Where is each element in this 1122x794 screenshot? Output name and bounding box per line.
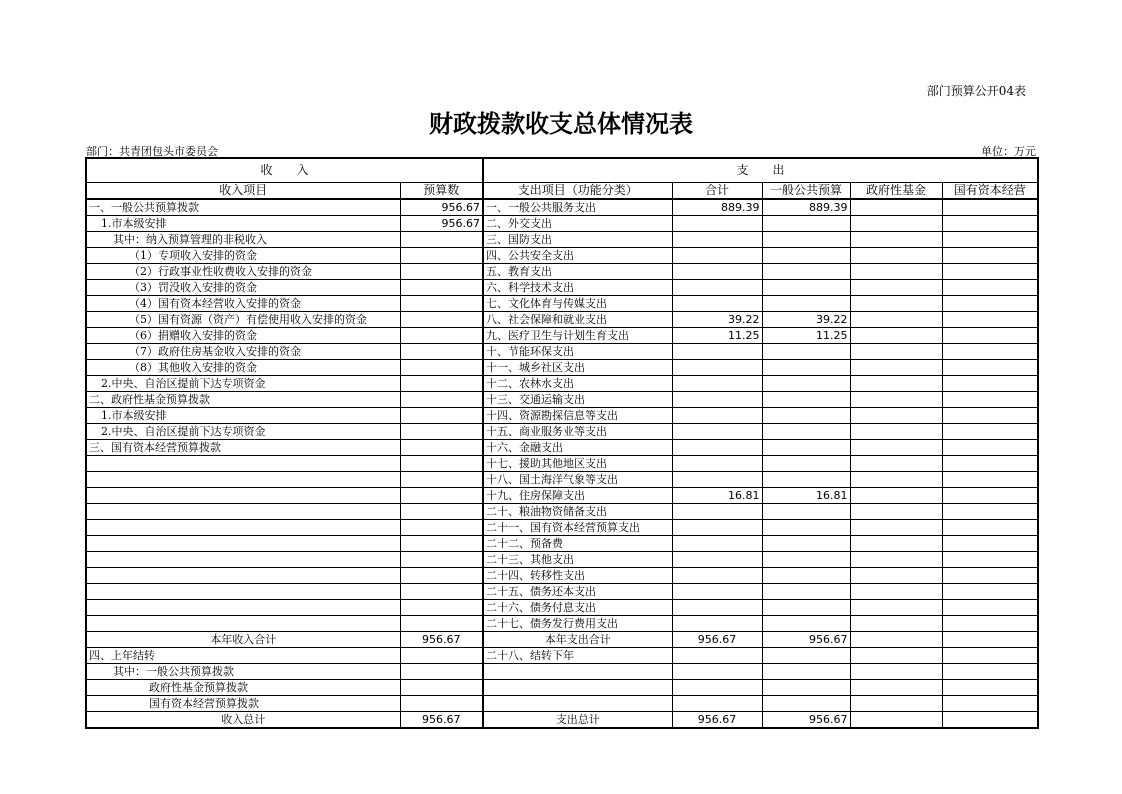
state-capital-cell	[942, 536, 1038, 552]
income-item-cell: （3）罚没收入安排的资金	[86, 280, 400, 296]
expense-item-cell: 十六、金融支出	[483, 440, 672, 456]
expense-item-cell: 五、教育支出	[483, 264, 672, 280]
state-capital-cell	[942, 344, 1038, 360]
table-row	[86, 536, 1038, 552]
grand-expense-total-value: 956.67	[672, 712, 762, 729]
gov-fund-cell	[850, 296, 942, 312]
table-row	[86, 408, 1038, 424]
general-budget-cell	[762, 520, 850, 536]
total-cell	[672, 520, 762, 536]
total-cell	[672, 664, 762, 680]
table-row	[86, 424, 1038, 440]
budget-amount-cell	[400, 344, 483, 360]
gov-fund-cell	[850, 456, 942, 472]
total-cell	[672, 344, 762, 360]
general-budget-cell	[762, 264, 850, 280]
general-budget-cell	[762, 680, 850, 696]
expense-item-cell: 二十四、转移性支出	[483, 568, 672, 584]
total-cell	[672, 696, 762, 712]
col-gov-fund: 政府性基金	[850, 182, 942, 199]
expense-item-cell: 二十五、债务还本支出	[483, 584, 672, 600]
table-row	[86, 296, 1038, 312]
budget-amount-cell	[400, 360, 483, 376]
budget-amount-cell	[400, 440, 483, 456]
state-capital-cell	[942, 600, 1038, 616]
income-item-cell	[86, 584, 400, 600]
total-cell	[672, 568, 762, 584]
state-capital-cell	[942, 360, 1038, 376]
expense-item-cell: 十二、农林水支出	[483, 376, 672, 392]
gov-fund-cell	[850, 696, 942, 712]
expense-item-cell: 十九、住房保障支出	[483, 488, 672, 504]
table-row	[86, 280, 1038, 296]
total-cell	[672, 216, 762, 232]
grand-total-row	[86, 712, 1038, 729]
unit-label: 单位：万元	[981, 145, 1036, 158]
total-cell	[672, 584, 762, 600]
table-row	[86, 232, 1038, 248]
table-row	[86, 552, 1038, 568]
column-header-row	[86, 182, 1038, 199]
col-budget-amount: 预算数	[400, 182, 483, 199]
income-item-cell: （2）行政事业性收费收入安排的资金	[86, 264, 400, 280]
gov-fund-cell	[850, 392, 942, 408]
table-row	[86, 376, 1038, 392]
budget-amount-cell	[400, 264, 483, 280]
budget-amount-cell	[400, 456, 483, 472]
total-cell	[672, 456, 762, 472]
state-capital-cell	[942, 504, 1038, 520]
income-item-cell: （7）政府住房基金收入安排的资金	[86, 344, 400, 360]
expense-item-cell: 四、公共安全支出	[483, 248, 672, 264]
year-income-total-value: 956.67	[400, 632, 483, 648]
budget-amount-cell	[400, 696, 483, 712]
budget-amount-cell	[400, 648, 483, 664]
general-budget-cell	[762, 232, 850, 248]
table-row	[86, 568, 1038, 584]
expense-item-cell: 十一、城乡社区支出	[483, 360, 672, 376]
general-budget-cell	[762, 344, 850, 360]
expense-item-cell: 六、科学技术支出	[483, 280, 672, 296]
state-capital-cell	[942, 376, 1038, 392]
expense-item-cell: 十五、商业服务业等支出	[483, 424, 672, 440]
state-capital-cell	[942, 232, 1038, 248]
budget-amount-cell	[400, 664, 483, 680]
expense-group-header: 支 出	[483, 158, 1038, 182]
income-item-cell: 四、上年结转	[86, 648, 400, 664]
gov-fund-cell	[850, 344, 942, 360]
year-expense-total-label: 本年支出合计	[483, 632, 672, 648]
expense-item-cell: 十七、援助其他地区支出	[483, 456, 672, 472]
budget-amount-cell	[400, 488, 483, 504]
income-item-cell: 1.市本级安排	[86, 408, 400, 424]
gov-fund-cell	[850, 376, 942, 392]
total-cell	[672, 296, 762, 312]
table-row	[86, 680, 1038, 696]
table-row	[86, 472, 1038, 488]
income-item-cell: 2.中央、自治区提前下达专项资金	[86, 424, 400, 440]
expense-item-cell: 十八、国土海洋气象等支出	[483, 472, 672, 488]
total-cell	[672, 424, 762, 440]
grand-income-total-value: 956.67	[400, 712, 483, 729]
budget-amount-cell	[400, 232, 483, 248]
gov-fund-cell	[850, 248, 942, 264]
state-capital-cell	[942, 424, 1038, 440]
year-expense-capital-value	[942, 632, 1038, 648]
general-budget-cell	[762, 472, 850, 488]
gov-fund-cell	[850, 424, 942, 440]
gov-fund-cell	[850, 648, 942, 664]
general-budget-cell	[762, 440, 850, 456]
gov-fund-cell	[850, 584, 942, 600]
table-row	[86, 264, 1038, 280]
income-item-cell: 其中：一般公共预算拨款	[86, 664, 400, 680]
general-budget-cell	[762, 552, 850, 568]
income-item-cell	[86, 488, 400, 504]
budget-amount-cell	[400, 424, 483, 440]
gov-fund-cell	[850, 616, 942, 632]
budget-amount-cell	[400, 328, 483, 344]
col-income-item: 收入项目	[86, 182, 400, 199]
state-capital-cell	[942, 664, 1038, 680]
total-cell	[672, 648, 762, 664]
income-item-cell: 三、国有资本经营预算拨款	[86, 440, 400, 456]
expense-item-cell: 二十一、国有资本经营预算支出	[483, 520, 672, 536]
table-row	[86, 312, 1038, 328]
total-cell	[672, 264, 762, 280]
total-cell: 16.81	[672, 488, 762, 504]
gov-fund-cell	[850, 216, 942, 232]
income-item-cell: 政府性基金预算拨款	[86, 680, 400, 696]
state-capital-cell	[942, 680, 1038, 696]
gov-fund-cell	[850, 312, 942, 328]
table-row	[86, 360, 1038, 376]
total-cell: 39.22	[672, 312, 762, 328]
gov-fund-cell	[850, 600, 942, 616]
gov-fund-cell	[850, 328, 942, 344]
income-item-cell	[86, 504, 400, 520]
budget-amount-cell	[400, 472, 483, 488]
state-capital-cell	[942, 616, 1038, 632]
state-capital-cell	[942, 552, 1038, 568]
budget-amount-cell	[400, 312, 483, 328]
gov-fund-cell	[850, 199, 942, 216]
expense-item-cell: 二十三、其他支出	[483, 552, 672, 568]
general-budget-cell	[762, 216, 850, 232]
income-item-cell: 一、一般公共预算拨款	[86, 199, 400, 216]
budget-amount-cell	[400, 376, 483, 392]
general-budget-cell	[762, 392, 850, 408]
table-row	[86, 488, 1038, 504]
general-budget-cell	[762, 456, 850, 472]
year-income-total-label: 本年收入合计	[86, 632, 400, 648]
budget-amount-cell	[400, 504, 483, 520]
expense-item-cell	[483, 664, 672, 680]
general-budget-cell	[762, 408, 850, 424]
general-budget-cell: 889.39	[762, 199, 850, 216]
general-budget-cell	[762, 504, 850, 520]
budget-amount-cell	[400, 280, 483, 296]
general-budget-cell	[762, 584, 850, 600]
gov-fund-cell	[850, 488, 942, 504]
gov-fund-cell	[850, 552, 942, 568]
general-budget-cell	[762, 648, 850, 664]
grand-expense-total-label: 支出总计	[483, 712, 672, 729]
grand-expense-general-value: 956.67	[762, 712, 850, 729]
col-general-budget: 一般公共预算	[762, 182, 850, 199]
total-cell	[672, 504, 762, 520]
income-item-cell	[86, 600, 400, 616]
income-item-cell	[86, 456, 400, 472]
total-cell	[672, 536, 762, 552]
gov-fund-cell	[850, 536, 942, 552]
grand-expense-gov-value	[850, 712, 942, 729]
table-row	[86, 664, 1038, 680]
gov-fund-cell	[850, 408, 942, 424]
gov-fund-cell	[850, 664, 942, 680]
state-capital-cell	[942, 584, 1038, 600]
total-cell	[672, 392, 762, 408]
general-budget-cell: 11.25	[762, 328, 850, 344]
total-cell	[672, 280, 762, 296]
form-number: 部门预算公开04表	[926, 84, 1026, 98]
gov-fund-cell	[850, 360, 942, 376]
gov-fund-cell	[850, 504, 942, 520]
gov-fund-cell	[850, 440, 942, 456]
income-item-cell	[86, 568, 400, 584]
department-label: 部门：共青团包头市委员会	[86, 145, 218, 158]
gov-fund-cell	[850, 680, 942, 696]
general-budget-cell	[762, 376, 850, 392]
expense-item-cell: 二十六、债务付息支出	[483, 600, 672, 616]
table-row	[86, 696, 1038, 712]
budget-amount-cell	[400, 520, 483, 536]
expense-item-cell: 二十二、预备费	[483, 536, 672, 552]
income-item-cell	[86, 520, 400, 536]
total-cell	[672, 360, 762, 376]
state-capital-cell	[942, 312, 1038, 328]
expense-item-cell: 九、医疗卫生与计划生育支出	[483, 328, 672, 344]
income-item-cell: 2.中央、自治区提前下达专项资金	[86, 376, 400, 392]
table-row	[86, 600, 1038, 616]
expense-item-cell	[483, 696, 672, 712]
income-item-cell: 二、政府性基金预算拨款	[86, 392, 400, 408]
general-budget-cell: 39.22	[762, 312, 850, 328]
state-capital-cell	[942, 648, 1038, 664]
state-capital-cell	[942, 392, 1038, 408]
income-item-cell	[86, 616, 400, 632]
gov-fund-cell	[850, 472, 942, 488]
table-row	[86, 344, 1038, 360]
table-row	[86, 648, 1038, 664]
budget-amount-cell: 956.67	[400, 216, 483, 232]
year-expense-gov-value	[850, 632, 942, 648]
income-item-cell: 1.市本级安排	[86, 216, 400, 232]
expense-item-cell: 二十七、债务发行费用支出	[483, 616, 672, 632]
income-item-cell: （5）国有资源（资产）有偿使用收入安排的资金	[86, 312, 400, 328]
grand-expense-capital-value	[942, 712, 1038, 729]
general-budget-cell	[762, 280, 850, 296]
total-cell: 11.25	[672, 328, 762, 344]
state-capital-cell	[942, 568, 1038, 584]
income-group-header: 收 入	[86, 158, 483, 182]
expense-item-cell: 十四、资源勘探信息等支出	[483, 408, 672, 424]
budget-amount-cell	[400, 392, 483, 408]
state-capital-cell	[942, 248, 1038, 264]
table-row	[86, 584, 1038, 600]
expense-item-cell: 二十八、结转下年	[483, 648, 672, 664]
income-item-cell	[86, 472, 400, 488]
general-budget-cell	[762, 664, 850, 680]
general-budget-cell	[762, 616, 850, 632]
table-row	[86, 616, 1038, 632]
general-budget-cell	[762, 600, 850, 616]
expense-item-cell: 七、文化体育与传媒支出	[483, 296, 672, 312]
table-row	[86, 248, 1038, 264]
expense-item-cell: 八、社会保障和就业支出	[483, 312, 672, 328]
year-expense-total-value: 956.67	[672, 632, 762, 648]
budget-amount-cell: 956.67	[400, 199, 483, 216]
state-capital-cell	[942, 472, 1038, 488]
income-item-cell: （6）捐赠收入安排的资金	[86, 328, 400, 344]
table-row	[86, 504, 1038, 520]
general-budget-cell	[762, 296, 850, 312]
budget-amount-cell	[400, 408, 483, 424]
budget-amount-cell	[400, 584, 483, 600]
expense-item-cell: 一、一般公共服务支出	[483, 199, 672, 216]
state-capital-cell	[942, 520, 1038, 536]
general-budget-cell	[762, 424, 850, 440]
income-item-cell: 其中：纳入预算管理的非税收入	[86, 232, 400, 248]
state-capital-cell	[942, 456, 1038, 472]
budget-table	[85, 157, 1039, 729]
table-row	[86, 392, 1038, 408]
income-item-cell: （4）国有资本经营收入安排的资金	[86, 296, 400, 312]
gov-fund-cell	[850, 520, 942, 536]
expense-item-cell: 十、节能环保支出	[483, 344, 672, 360]
table-row	[86, 199, 1038, 216]
col-expense-item: 支出项目（功能分类）	[483, 182, 672, 199]
state-capital-cell	[942, 696, 1038, 712]
table-row	[86, 216, 1038, 232]
total-cell	[672, 248, 762, 264]
general-budget-cell: 16.81	[762, 488, 850, 504]
gov-fund-cell	[850, 568, 942, 584]
state-capital-cell	[942, 199, 1038, 216]
state-capital-cell	[942, 440, 1038, 456]
budget-amount-cell	[400, 552, 483, 568]
gov-fund-cell	[850, 264, 942, 280]
budget-amount-cell	[400, 680, 483, 696]
grand-income-total-label: 收入总计	[86, 712, 400, 729]
table-row	[86, 520, 1038, 536]
col-state-capital: 国有资本经营	[942, 182, 1038, 199]
year-expense-general-value: 956.67	[762, 632, 850, 648]
total-cell	[672, 232, 762, 248]
total-cell	[672, 440, 762, 456]
income-item-cell: （8）其他收入安排的资金	[86, 360, 400, 376]
expense-item-cell	[483, 680, 672, 696]
table-row	[86, 328, 1038, 344]
budget-amount-cell	[400, 568, 483, 584]
general-budget-cell	[762, 360, 850, 376]
income-item-cell	[86, 536, 400, 552]
budget-amount-cell	[400, 248, 483, 264]
total-cell	[672, 552, 762, 568]
state-capital-cell	[942, 216, 1038, 232]
expense-item-cell: 三、国防支出	[483, 232, 672, 248]
income-item-cell: （1）专项收入安排的资金	[86, 248, 400, 264]
total-cell	[672, 408, 762, 424]
page-title: 财政拨款收支总体情况表	[429, 109, 693, 138]
gov-fund-cell	[850, 280, 942, 296]
state-capital-cell	[942, 408, 1038, 424]
total-cell	[672, 680, 762, 696]
gov-fund-cell	[850, 232, 942, 248]
col-total: 合计	[672, 182, 762, 199]
income-item-cell	[86, 552, 400, 568]
budget-amount-cell	[400, 536, 483, 552]
total-cell	[672, 616, 762, 632]
state-capital-cell	[942, 488, 1038, 504]
budget-amount-cell	[400, 296, 483, 312]
expense-item-cell: 十三、交通运输支出	[483, 392, 672, 408]
general-budget-cell	[762, 568, 850, 584]
state-capital-cell	[942, 296, 1038, 312]
state-capital-cell	[942, 264, 1038, 280]
group-header-row	[86, 158, 1038, 182]
total-cell	[672, 376, 762, 392]
budget-amount-cell	[400, 616, 483, 632]
budget-amount-cell	[400, 600, 483, 616]
income-item-cell: 国有资本经营预算拨款	[86, 696, 400, 712]
table-row	[86, 456, 1038, 472]
general-budget-cell	[762, 696, 850, 712]
expense-item-cell: 二十、粮油物资储备支出	[483, 504, 672, 520]
state-capital-cell	[942, 328, 1038, 344]
total-cell: 889.39	[672, 199, 762, 216]
total-cell	[672, 472, 762, 488]
general-budget-cell	[762, 536, 850, 552]
state-capital-cell	[942, 280, 1038, 296]
table-row	[86, 440, 1038, 456]
total-cell	[672, 600, 762, 616]
general-budget-cell	[762, 248, 850, 264]
year-total-row	[86, 632, 1038, 648]
expense-item-cell: 二、外交支出	[483, 216, 672, 232]
